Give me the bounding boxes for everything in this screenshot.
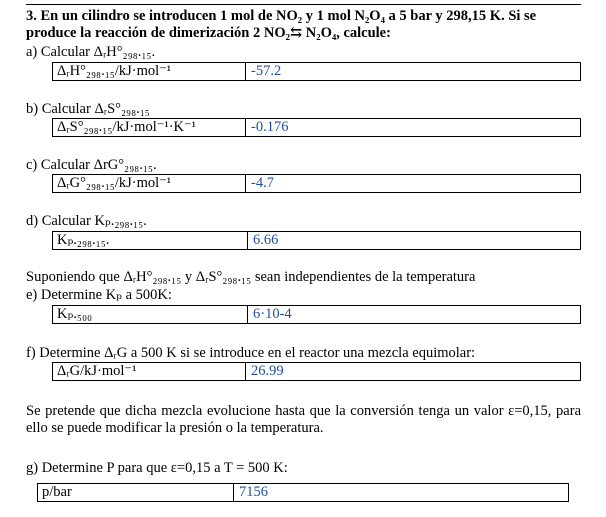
answer-value-b[interactable]: -0.176 xyxy=(251,119,289,135)
question-d: d) Calcular Kₚ.₂₉₈.₁₅. xyxy=(26,213,147,229)
answer-row-a xyxy=(52,62,581,81)
answer-value-g[interactable]: 7156 xyxy=(239,484,268,500)
answer-label-c: ΔᵣG°₂₉₈.₁₅/kJ·mol⁻¹ xyxy=(53,175,246,192)
answer-row-g xyxy=(37,483,569,502)
problem-statement-line2: produce la reacción de dimerización 2 NO₂⇆ N₂O₄, calcule: xyxy=(26,25,391,41)
answer-value-e[interactable]: 6·10-4 xyxy=(253,306,292,322)
answer-value-f[interactable]: 26.99 xyxy=(251,363,284,379)
answer-label-b: ΔᵣS°₂₉₈.₁₅/kJ·mol⁻¹·K⁻¹ xyxy=(53,119,246,136)
conversion-paragraph: Se pretende que dicha mezcla evolucione hasta que la conversión tenga un valor ε=0,15, para ello se puede modificar la presión o la temperatura. xyxy=(26,403,581,436)
question-f: f) Determine ΔᵣG a 500 K si se introduce en el reactor una mezcla equimolar: xyxy=(26,345,476,361)
answer-label-a: ΔᵣH°₂₉₈.₁₅/kJ·mol⁻¹ xyxy=(53,63,246,80)
top-rule xyxy=(26,4,581,5)
answer-row-e xyxy=(52,305,581,324)
answer-value-a[interactable]: -57.2 xyxy=(251,63,282,79)
question-e: e) Determine Kₚ a 500K: xyxy=(26,287,172,303)
answer-row-b xyxy=(52,118,581,137)
problem-statement-line1: 3. En un cilindro se introducen 1 mol de NO₂ y 1 mol N₂O₄ a 5 bar y 298,15 K. Si se xyxy=(26,8,537,24)
assumption-text: Suponiendo que ΔᵣH°₂₉₈.₁₅ y ΔᵣS°₂₉₈.₁₅ sean independientes de la temperatura xyxy=(26,269,476,285)
answer-value-c[interactable]: -4.7 xyxy=(251,175,274,191)
question-a: a) Calcular ΔᵣH°₂₉₈.₁₅. xyxy=(26,44,156,60)
answer-label-g: p/bar xyxy=(38,484,234,501)
answer-row-f xyxy=(52,362,581,381)
question-b: b) Calcular ΔᵣS°₂₉₈.₁₅ xyxy=(26,101,150,117)
answer-label-d: Kₚ.₂₉₈.₁₅. xyxy=(53,232,248,249)
answer-row-d xyxy=(52,231,581,250)
question-c: c) Calcular ΔrG°₂₉₈.₁₅. xyxy=(26,157,157,173)
answer-row-c xyxy=(52,174,581,193)
answer-label-e: Kₚ.₅₀₀ xyxy=(53,306,248,323)
answer-value-d[interactable]: 6.66 xyxy=(253,232,279,248)
question-g: g) Determine P para que ε=0,15 a T = 500 K: xyxy=(26,460,288,476)
answer-label-f: ΔᵣG/kJ·mol⁻¹ xyxy=(53,363,246,380)
